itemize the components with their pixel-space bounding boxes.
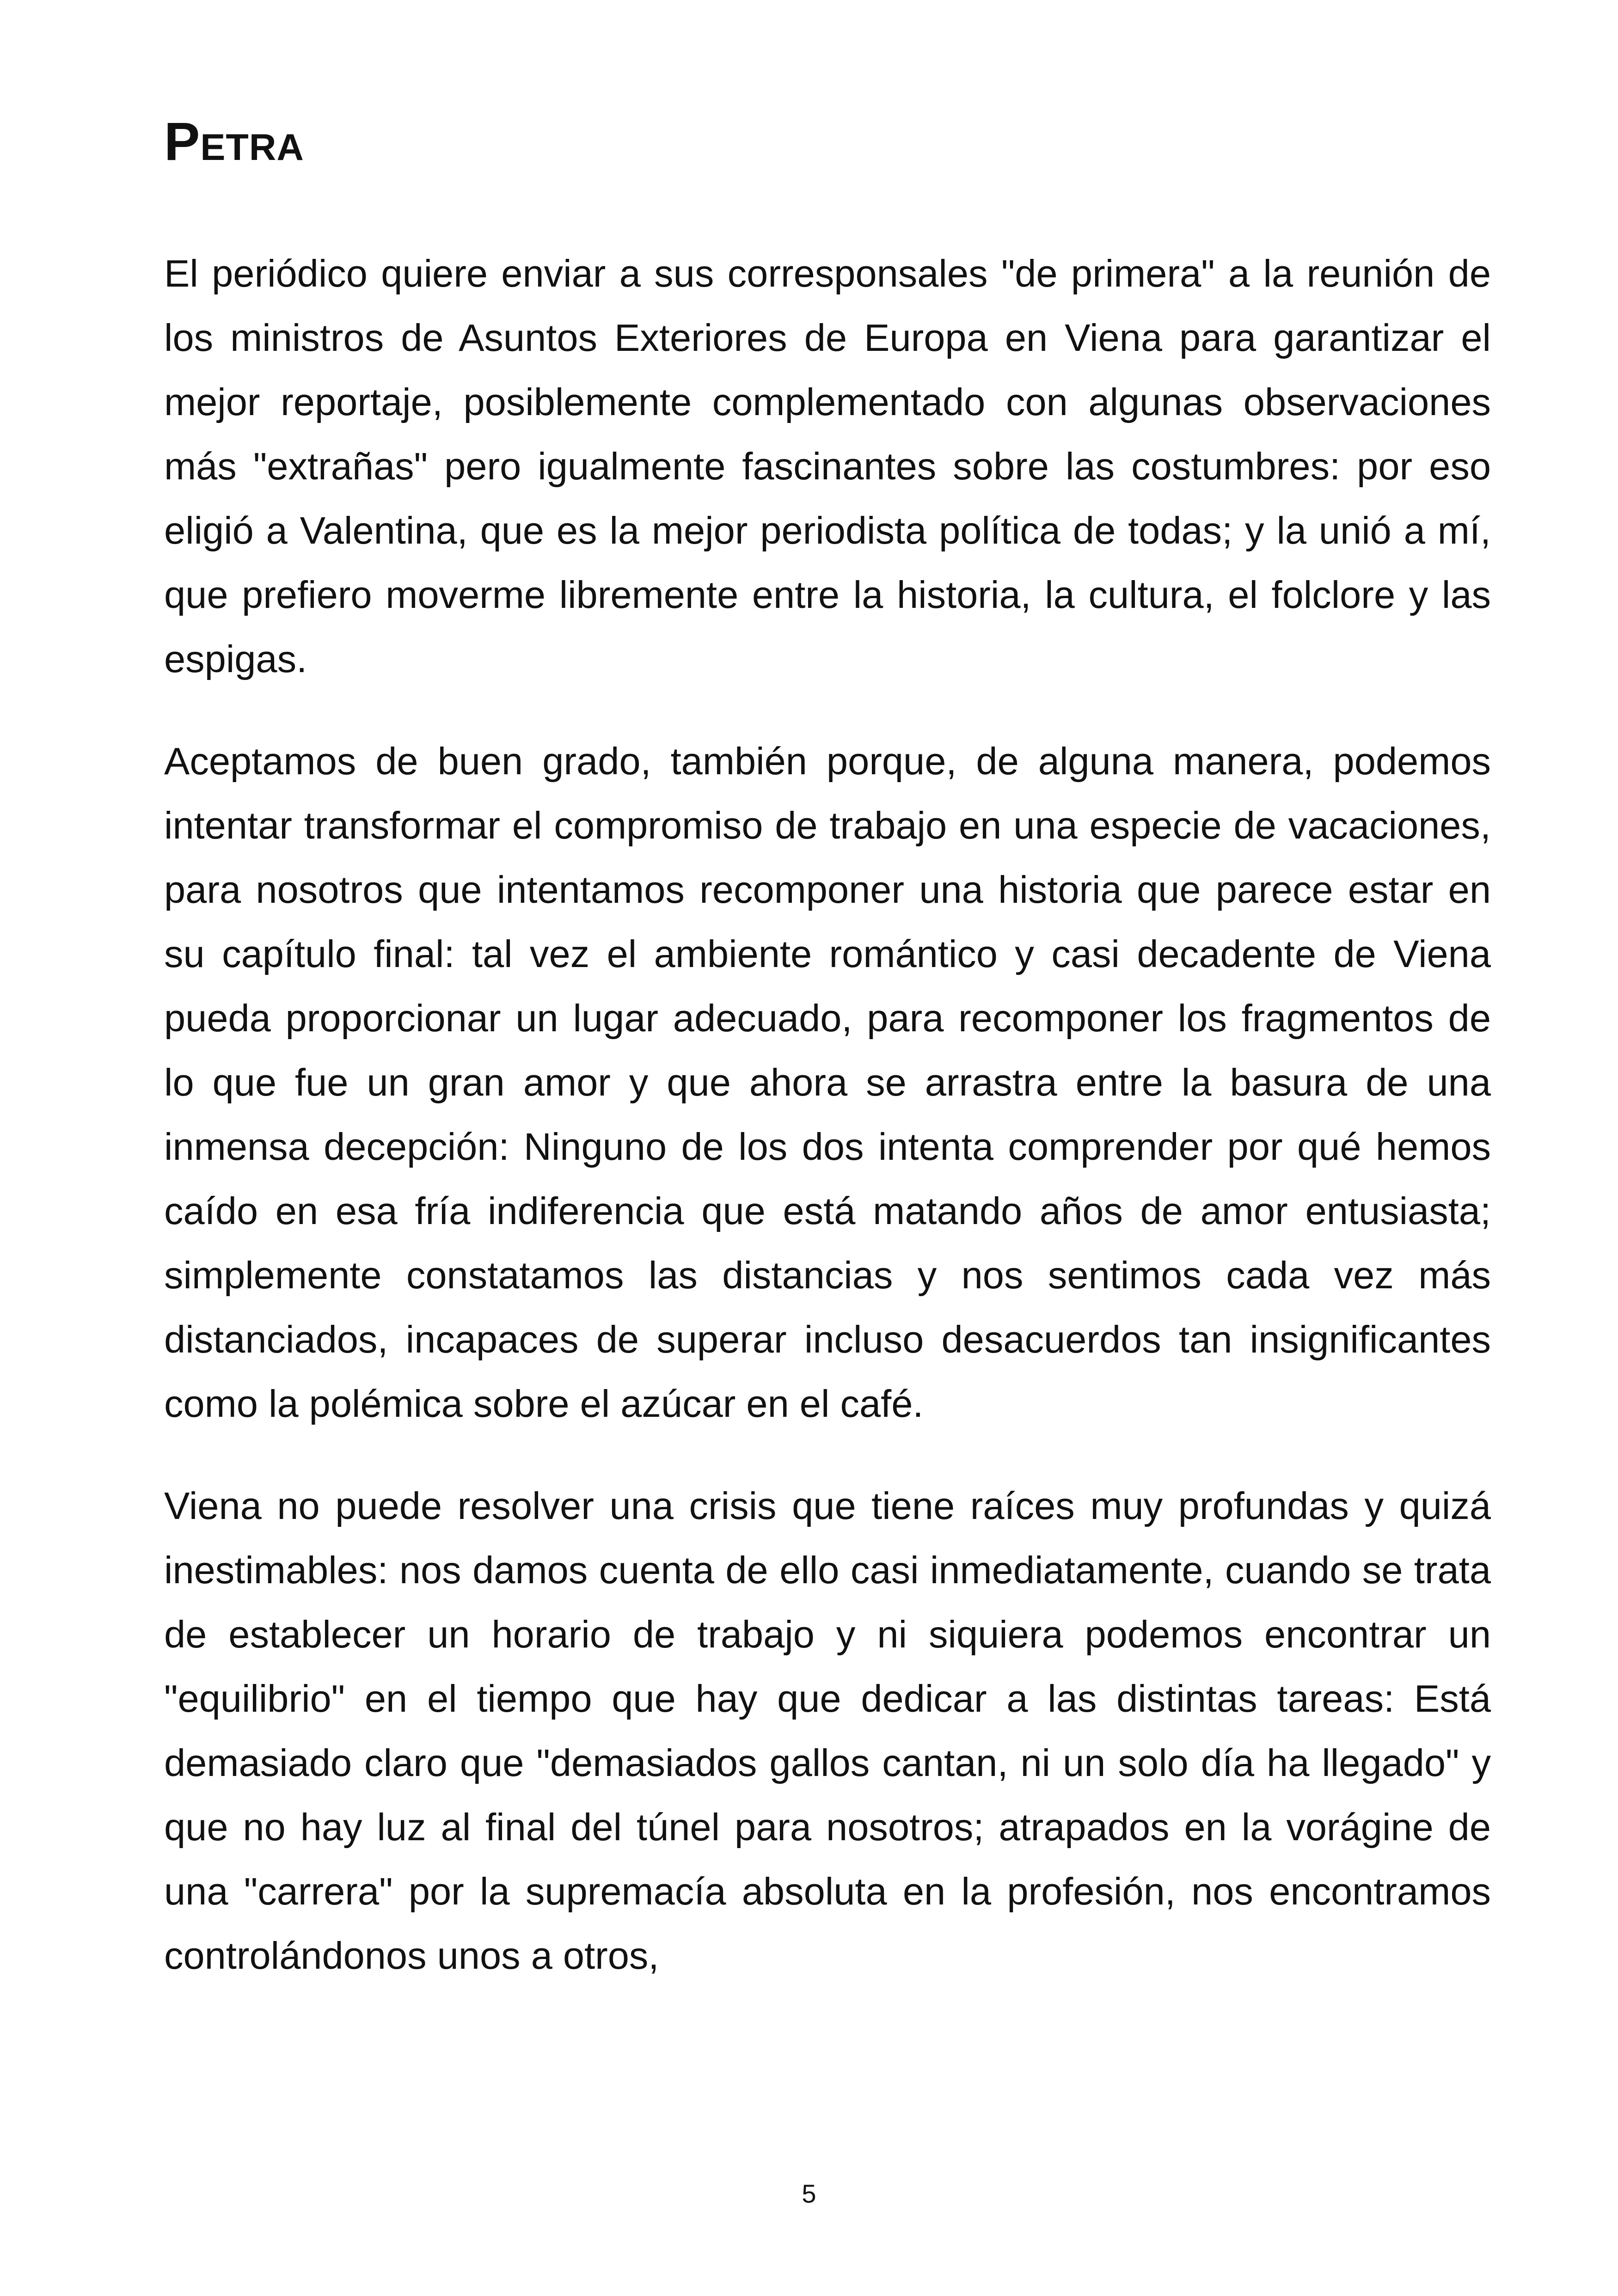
paragraph-3: Viena no puede resolver una crisis que tiene raíces muy profundas y quizá inestimables: nos damos cuenta de ello casi inmediatamente, cuando se trata de establecer un horario de trabajo y ni siquiera podemos encontrar un "equilibrio" en el tiempo que hay que dedicar a las distintas tareas: Está demasiado claro que "demasiados gallos cantan, ni un solo día ha llegado" y que no hay luz al final del túnel para nosotros; atrapados en la vorágine de una "carrera" por la supremacía absoluta en la profesión, nos encontramos controlándonos unos a otros,: [164, 1484, 1491, 1977]
paragraph-2: Aceptamos de buen grado, también porque, de alguna manera, podemos intentar transformar el compromiso de trabajo en una especie de vacaciones, para nosotros que intentamos recomponer una historia que parece estar en su capítulo final: tal vez el ambiente romántico y casi decadente de Viena pueda proporcionar un lugar adecuado, para recomponer los fragmentos de lo que fue un gran amor y que ahora se arrastra entre la basura de una inmensa decepción: Ninguno de los dos intenta comprender por qué hemos caído en esa fría indiferencia que está matando años de amor entusiasta; simplemente constatamos las distancias y nos sentimos cada vez más distanciados, incapaces de superar incluso desacuerdos tan insignificantes como la polémica sobre el azúcar en el café.: [164, 740, 1491, 1425]
page-number: 5: [802, 2179, 816, 2208]
body-text: [164, 241, 1491, 2026]
paragraph-1: El periódico quiere enviar a sus corresponsales "de primera" a la reunión de los ministros de Asuntos Exteriores de Europa en Viena para garantizar el mejor reportaje, posiblemente complementado con algunas observaciones más "extrañas" pero igualmente fascinantes sobre las costumbres: por eso eligió a Valentina, que es la mejor periodista política de todas; y la unió a mí, que prefiero moverme libremente entre la historia, la cultura, el folclore y las espigas.: [164, 252, 1491, 680]
chapter-title: Petra: [164, 111, 304, 171]
